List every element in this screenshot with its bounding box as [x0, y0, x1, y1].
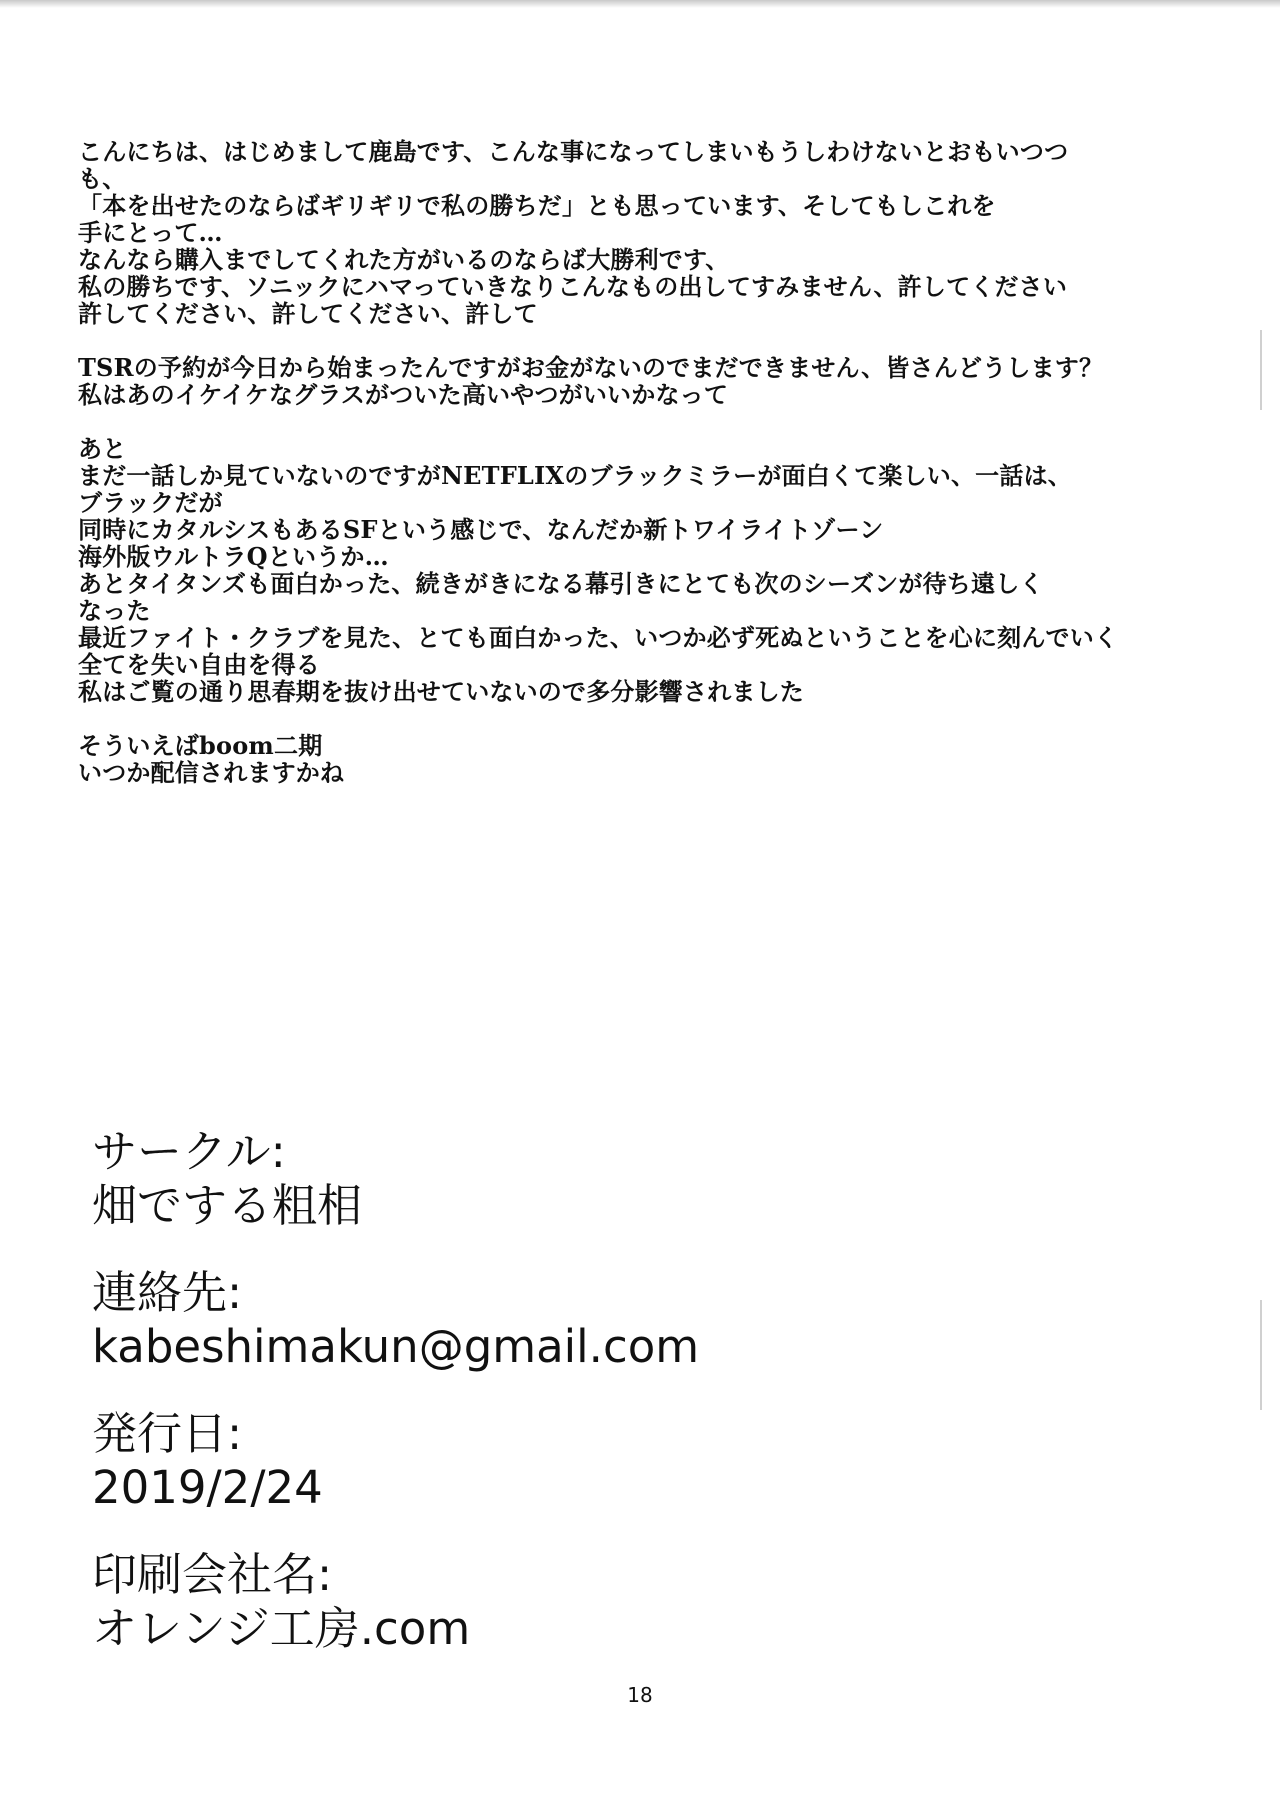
contact-email: kabeshimakun@gmail.com [92, 1320, 700, 1373]
afterword-line: 私はご覧の通り思春期を抜け出せていないので多分影響されました [78, 677, 804, 706]
afterword-line: なんなら購入までしてくれた方がいるのならば大勝利です、 [78, 245, 730, 274]
scan-top-shadow [0, 0, 1280, 8]
afterword-line: なった [78, 596, 151, 625]
afterword-line: 私の勝ちです、ソニックにハマっていきなりこんなもの出してすみません、許してください [78, 272, 1068, 301]
afterword-paragraph [78, 435, 1228, 705]
colophon-label: サークル: [92, 1125, 286, 1178]
colophon-printer [92, 1548, 1092, 1656]
colophon-label: 印刷会社名: [92, 1548, 333, 1601]
afterword-line: も、 [78, 164, 127, 193]
afterword-line: いつか配信されますかね [78, 758, 345, 787]
afterword-line: あとタイタンズも面白かった、続きがきになる幕引きにとても次のシーズンが待ち遠しく [78, 569, 1044, 598]
colophon-contact [92, 1266, 1092, 1374]
afterword-line: 私はあのイケイケなグラスがついた高いやつがいいかなって [78, 380, 729, 409]
colophon-label: 連絡先: [92, 1266, 243, 1319]
afterword-paragraph [78, 138, 1228, 327]
afterword-line: 最近ファイト・クラブを見た、とても面白かった、いつか必ず死ぬということを心に刻んでいく [78, 623, 1119, 652]
afterword-line: こんにちは、はじめまして鹿島です、こんな事になってしまいもうしわけないとおもいつつ [78, 137, 1069, 166]
scan-edge-mark [1260, 1300, 1262, 1410]
afterword-paragraph [78, 354, 1228, 408]
afterword-line: 全てを失い自由を得る [78, 650, 320, 679]
afterword-line: そういえばboom二期 [78, 731, 323, 760]
afterword-line: 許してください、許してください、許して [78, 299, 538, 328]
publish-date: 2019/2/24 [92, 1461, 323, 1514]
afterword-line: ブラックだが [78, 488, 223, 517]
colophon-label: 発行日: [92, 1407, 243, 1460]
afterword-line: 海外版ウルトラQというか… [78, 542, 389, 571]
printer-name: オレンジ工房.com [92, 1602, 471, 1655]
colophon [92, 1125, 1092, 1689]
afterword-line: まだ一話しか見ていないのですがNETFLIXのブラックミラーが面白くて楽しい、一話は、 [78, 461, 1072, 490]
circle-name: 畑でする粗相 [92, 1179, 363, 1232]
afterword-line: あと [78, 434, 127, 463]
afterword-line: TSRの予約が今日から始まったんですがお金がないのでまだできません、皆さんどうします？ [78, 353, 1104, 382]
colophon-publish-date [92, 1407, 1092, 1515]
afterword-line: 「本を出せたのならばギリギリで私の勝ちだ」とも思っています、そしてもしこれを [78, 191, 996, 220]
page-number: 18 [627, 1683, 653, 1707]
colophon-circle [92, 1125, 1092, 1233]
afterword-paragraph [78, 732, 1228, 786]
afterword-line: 手にとって… [78, 218, 223, 247]
afterword-line: 同時にカタルシスもあるSFという感じで、なんだか新トワイライトゾーン [78, 515, 884, 544]
afterword-text [78, 138, 1228, 813]
scan-edge-mark [1260, 330, 1262, 410]
